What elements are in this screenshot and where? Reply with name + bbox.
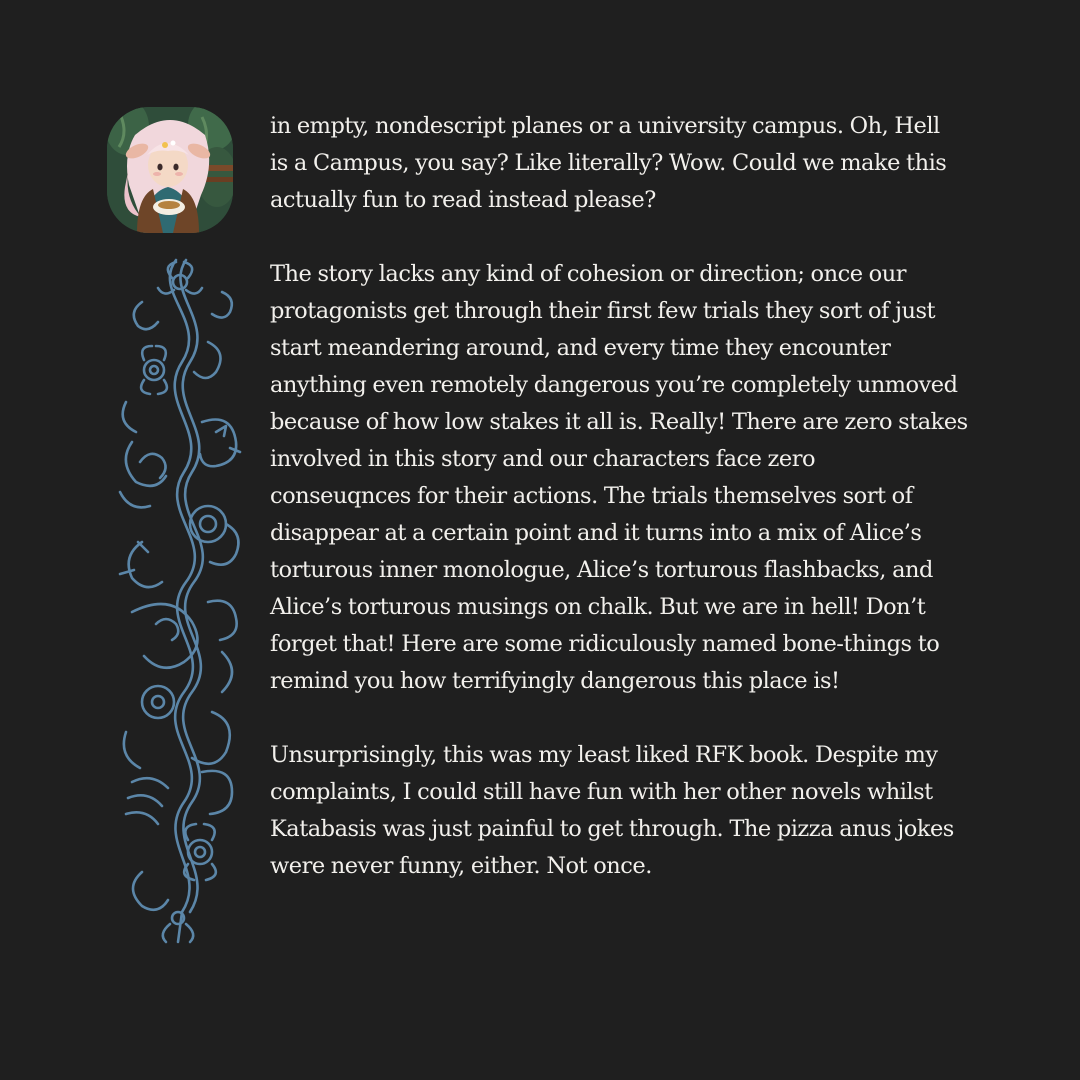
text-line: torturous inner monologue, Alice’s torturous flashbacks, and (270, 557, 933, 583)
text-line: Alice’s torturous musings on chalk. But we are in hell! Don’t (270, 594, 926, 620)
text-line: The story lacks any kind of cohesion or direction; once our (270, 261, 906, 287)
paragraph-1 (270, 108, 990, 219)
paragraph-2 (270, 256, 990, 700)
paragraph-3 (270, 737, 990, 885)
character-avatar-icon (107, 107, 233, 233)
text-line: remind you how terrifyingly dangerous this place is! (270, 668, 840, 694)
floral-dragon-scroll-ornament-icon (112, 252, 252, 950)
text-line: start meandering around, and every time they encounter (270, 335, 891, 361)
text-line: were never funny, either. Not once. (270, 853, 652, 879)
text-line: protagonists get through their first few trials they sort of just (270, 298, 936, 324)
text-line: Katabasis was just painful to get through. The pizza anus jokes (270, 816, 954, 842)
text-line: complaints, I could still have fun with her other novels whilst (270, 779, 933, 805)
text-line: conseuqnces for their actions. The trials themselves sort of (270, 483, 913, 509)
text-line: is a Campus, you say? Like literally? Wow. Could we make this (270, 150, 947, 176)
text-line: because of how low stakes it all is. Really! There are zero stakes (270, 409, 968, 435)
text-line: disappear at a certain point and it turns into a mix of Alice’s (270, 520, 922, 546)
text-line: Unsurprisingly, this was my least liked RFK book. Despite my (270, 742, 938, 768)
text-line: in empty, nondescript planes or a university campus. Oh, Hell (270, 113, 940, 139)
text-line: anything even remotely dangerous you’re completely unmoved (270, 372, 958, 398)
text-line: involved in this story and our characters face zero (270, 446, 816, 472)
text-line: actually fun to read instead please? (270, 187, 656, 213)
review-text (270, 108, 990, 922)
text-line: forget that! Here are some ridiculously named bone-things to (270, 631, 940, 657)
